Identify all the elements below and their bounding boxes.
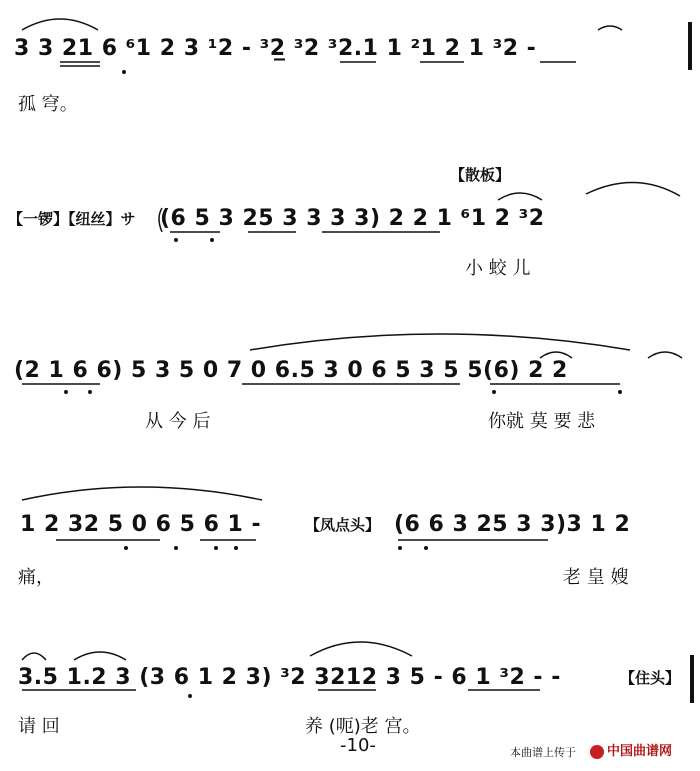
system5-lyrics-a: 请 回 — [18, 716, 60, 737]
system4-phrase-label: 【凤点头】 — [305, 516, 381, 534]
slur-mark — [598, 26, 622, 30]
page-number: -10- — [340, 735, 376, 756]
system3-notes: (2 1 6 6) 5 3 5 0 7 0 6.5 3 0 6 5 3 5 5(6) 2 2 — [14, 358, 568, 383]
system4-notes: 1 2 32 5 0 6 5 6 1 - — [20, 512, 262, 537]
system3-lyrics-a: 从 今 后 — [145, 411, 211, 432]
slur-mark — [310, 642, 412, 656]
logo-text: 中国曲谱网 — [607, 744, 673, 759]
system2-percussion-label: 【一锣】【纽丝】サ — [8, 210, 136, 228]
system2-notes: (6 5 3 25 3 3 3 3) 2 2 1 ⁶1 2 ³2 — [160, 206, 545, 231]
slur-mark — [22, 487, 262, 500]
site-logo — [590, 740, 694, 760]
system1-notes: 3 3 21 6 ⁶1 2 3 ¹2 - ³2̲ ³2 ³2.1 1 ²1 2 1 ³2 - — [14, 36, 537, 61]
slur-mark — [648, 352, 682, 358]
system3-lyrics-b: 你就 莫 要 悲 — [488, 411, 596, 432]
slur-mark — [498, 193, 542, 200]
system4-lyrics-b: 老 皇 嫂 — [563, 567, 629, 588]
system5-end-label: 【住头】 — [620, 669, 681, 687]
system1-end-barline — [688, 22, 692, 70]
system5-notes: 3.5 1.2 3 (3 6 1 2 3) ³2 3212 3 5 - 6 1 ³2 - - — [18, 665, 561, 690]
logo-icon — [590, 745, 604, 759]
slur-mark — [22, 653, 46, 660]
system5-lyrics-b: 养 (呃)老 宫。 — [305, 716, 421, 737]
system5-end-barline — [690, 655, 694, 703]
slur-mark — [74, 652, 126, 660]
system4-notes-b: (6 6 3 25 3 3)3 1 2 — [394, 512, 631, 537]
slur-mark — [22, 19, 98, 30]
slur-mark — [586, 182, 680, 196]
footer-upload-note: 本曲谱上传于 — [510, 746, 576, 759]
system4-lyrics-a: 痛， — [18, 567, 54, 588]
slur-mark — [250, 334, 630, 350]
system2-tempo-tag: 【散板】 — [450, 166, 511, 184]
system2-lyrics: 小 蛟 儿 — [465, 258, 531, 279]
system1-lyrics: 孤 穹。 — [18, 94, 78, 115]
